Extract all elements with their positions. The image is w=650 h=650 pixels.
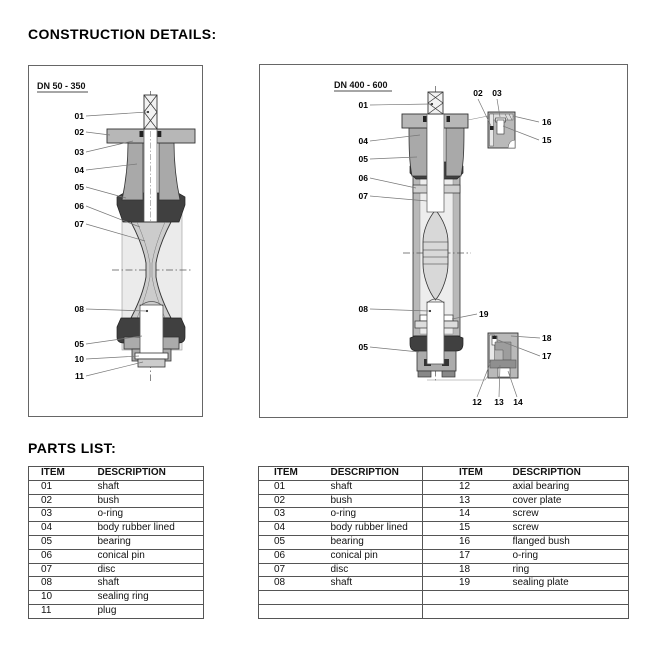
callout-14: 14 (513, 397, 523, 407)
callout-07: 07 (358, 191, 368, 201)
table-cell: disc (331, 563, 423, 577)
column-header: DESCRIPTION (98, 467, 204, 481)
parts-table-dn50-350 (28, 466, 204, 619)
column-header: DESCRIPTION (513, 467, 629, 481)
table-cell: sealing ring (98, 591, 204, 605)
leader-dot-08 (146, 310, 148, 312)
o-ring-left (140, 131, 144, 137)
foot-left (418, 371, 431, 377)
caption-dn400-600: DN 400 - 600 (334, 80, 388, 90)
callout-02: 02 (74, 127, 84, 137)
table-cell: 13 (423, 494, 513, 508)
callout-03: 03 (492, 88, 502, 98)
callout-05: 05 (358, 154, 368, 164)
table-cell: bush (331, 494, 423, 508)
table-cell: 10 (29, 591, 98, 605)
header-row (259, 467, 629, 481)
table-row (29, 577, 204, 591)
table-cell: 07 (259, 563, 331, 577)
o-ring-left (423, 116, 427, 122)
table-cell: 19 (423, 577, 513, 591)
callout-01: 01 (358, 100, 368, 110)
callout-19: 19 (479, 309, 489, 319)
table-row (29, 563, 204, 577)
o-ring-right (447, 116, 451, 122)
table-cell: screw (513, 508, 629, 522)
column-header: ITEM (29, 467, 98, 481)
callout-05: 05 (74, 182, 84, 192)
table-cell: 06 (259, 549, 331, 563)
callout-08: 08 (358, 304, 368, 314)
table-cell: sealing plate (513, 577, 629, 591)
table-cell: 16 (423, 535, 513, 549)
table-cell: 01 (29, 480, 98, 494)
foot-right (442, 371, 455, 377)
table-cell (259, 604, 331, 618)
callout-11: 11 (75, 371, 84, 381)
valve-diagram-dn50-350 (28, 65, 203, 417)
table-cell: 05 (29, 535, 98, 549)
detail-inset-bottom (488, 333, 518, 378)
callout-12: 12 (472, 397, 482, 407)
leader-dot-08 (429, 310, 431, 312)
callout-18: 18 (542, 333, 552, 343)
caption-dn50-350: DN 50 - 350 (37, 81, 86, 91)
table-cell: 02 (29, 494, 98, 508)
column-header: DESCRIPTION (331, 467, 423, 481)
neck-right (446, 128, 464, 176)
callout-02: 02 (473, 88, 483, 98)
table-cell: 14 (423, 508, 513, 522)
callout-16: 16 (542, 117, 552, 127)
parts-list-title: PARTS LIST: (28, 440, 117, 456)
table-row (259, 604, 629, 618)
lower-shaft (140, 305, 163, 355)
table-row (29, 604, 204, 618)
table-cell: 04 (259, 522, 331, 536)
table-cell: ring (513, 563, 629, 577)
table-cell: shaft (331, 480, 423, 494)
table-cell: disc (98, 563, 204, 577)
table-row (259, 508, 629, 522)
table-cell: bearing (331, 535, 423, 549)
sealing-ring (135, 353, 168, 359)
table-cell (259, 591, 331, 605)
table-cell: 04 (29, 522, 98, 536)
table-cell: shaft (98, 577, 204, 591)
table-row (259, 549, 629, 563)
table-cell: 02 (259, 494, 331, 508)
table-cell: plug (98, 604, 204, 618)
callout-06: 06 (74, 201, 84, 211)
table-cell: o-ring (98, 508, 204, 522)
table-cell: body rubber lined (331, 522, 423, 536)
table-cell: shaft (331, 577, 423, 591)
table-cell: 07 (29, 563, 98, 577)
callout-07: 07 (74, 219, 84, 229)
shaft-channel (427, 114, 444, 212)
table-row (259, 535, 629, 549)
table-cell: 15 (423, 522, 513, 536)
plug (138, 359, 165, 367)
table-cell: 05 (259, 535, 331, 549)
callout-10: 10 (74, 354, 84, 364)
table-row (29, 591, 204, 605)
leader-dot-01 (431, 103, 433, 105)
upper-shaft (428, 92, 443, 114)
table-cell (423, 604, 513, 618)
table-cell: cover plate (513, 494, 629, 508)
table-cell: 08 (259, 577, 331, 591)
table-cell: conical pin (331, 549, 423, 563)
table-cell (513, 604, 629, 618)
table-cell: 11 (29, 604, 98, 618)
table-cell: 08 (29, 577, 98, 591)
table-row (29, 522, 204, 536)
table-row (259, 563, 629, 577)
header-row (29, 467, 204, 481)
table-cell: 03 (29, 508, 98, 522)
table-cell (423, 591, 513, 605)
table-cell (331, 604, 423, 618)
callout-13: 13 (494, 397, 504, 407)
callout-17: 17 (542, 351, 552, 361)
table-row (259, 494, 629, 508)
callout-06: 06 (358, 173, 368, 183)
table-row (29, 549, 204, 563)
column-header: ITEM (423, 467, 513, 481)
table-cell: conical pin (98, 549, 204, 563)
table-cell: bearing (98, 535, 204, 549)
table-cell: screw (513, 522, 629, 536)
table-cell: shaft (98, 480, 204, 494)
o-ring-right (158, 131, 162, 137)
valve-diagram-dn400-600 (259, 64, 628, 418)
table-cell: 18 (423, 563, 513, 577)
table-cell: axial bearing (513, 480, 629, 494)
table-cell: 12 (423, 480, 513, 494)
column-header: ITEM (259, 467, 331, 481)
table-cell: 03 (259, 508, 331, 522)
construction-details-title: CONSTRUCTION DETAILS: (28, 26, 217, 42)
detail-inset-top (488, 112, 515, 148)
callout-15: 15 (542, 135, 552, 145)
leader-dot-01 (147, 111, 149, 113)
table-row (259, 480, 629, 494)
table-cell: body rubber lined (98, 522, 204, 536)
table-cell: flanged bush (513, 535, 629, 549)
callout-01: 01 (74, 111, 84, 121)
parts-table-dn400-600 (258, 466, 629, 619)
table-cell: o-ring (331, 508, 423, 522)
table-row (259, 577, 629, 591)
callout-03: 03 (74, 147, 84, 157)
callout-05b: 05 (74, 339, 84, 349)
table-row (259, 591, 629, 605)
table-row (259, 522, 629, 536)
table-row (29, 480, 204, 494)
table-cell: 17 (423, 549, 513, 563)
callout-04: 04 (74, 165, 84, 175)
callout-08: 08 (74, 304, 84, 314)
table-cell (513, 591, 629, 605)
callout-05b: 05 (358, 342, 368, 352)
table-cell: 01 (259, 480, 331, 494)
table-cell: o-ring (513, 549, 629, 563)
table-cell: bush (98, 494, 204, 508)
table-row (29, 535, 204, 549)
callout-04: 04 (358, 136, 368, 146)
table-row (29, 494, 204, 508)
table-cell: 06 (29, 549, 98, 563)
table-row (29, 508, 204, 522)
table-cell (331, 591, 423, 605)
